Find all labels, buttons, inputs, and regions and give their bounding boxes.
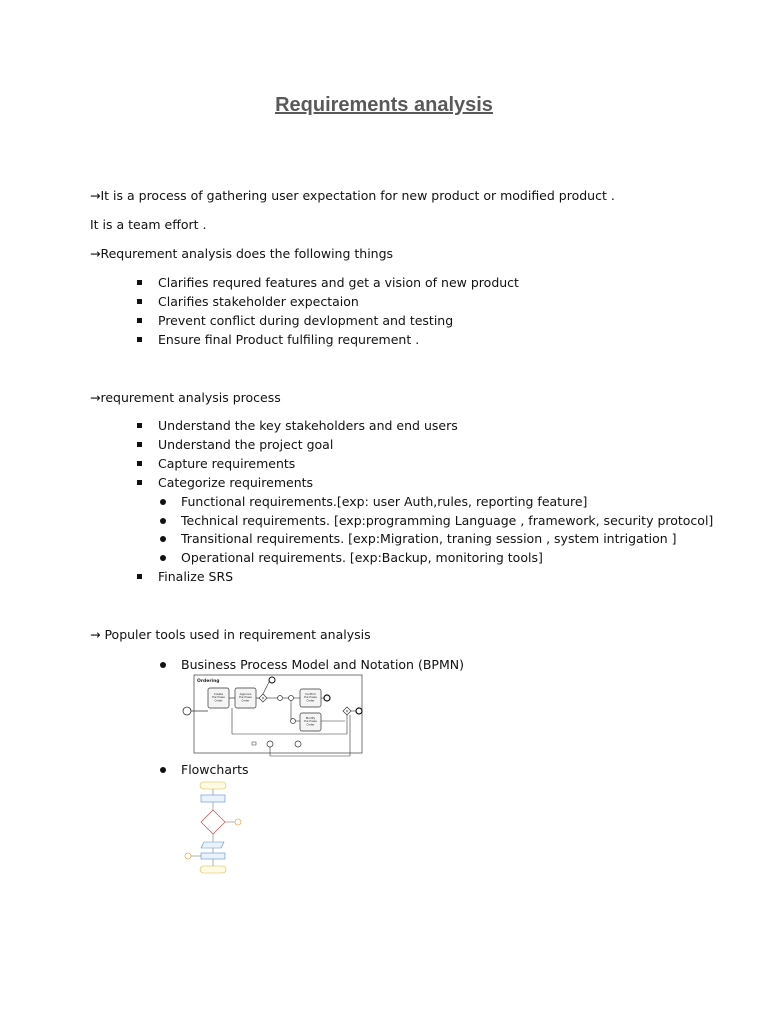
- arrow-icon: →: [90, 246, 101, 261]
- list-item: Ensure final Product fulfiling requrement .: [158, 332, 420, 347]
- list-item: Business Process Model and Notation (BPMN): [181, 657, 464, 672]
- arrow-icon: →: [90, 390, 101, 405]
- list-item: Clarifies stakeholder expectaion: [158, 294, 359, 309]
- flow-end: [200, 866, 226, 873]
- tools-heading: → Populer tools used in requirement analysis: [90, 627, 371, 642]
- svg-text:×: ×: [345, 708, 349, 714]
- svg-text:ApprovePurchaseOrder: Approve Purchase Order: [239, 692, 252, 703]
- end-event: [324, 695, 330, 701]
- intro-line-2: It is a team effort .: [90, 217, 207, 232]
- arrow-icon: →: [90, 627, 101, 642]
- flowchart-diagram: [180, 780, 250, 876]
- flow-decision: [201, 810, 225, 834]
- intro-line-1: →It is a process of gathering user expectation for new product or modified product .: [90, 188, 615, 203]
- list-item: Functional requirements.[exp: user Auth,rules, reporting feature]: [181, 494, 588, 509]
- svg-text:×: ×: [261, 695, 265, 701]
- arrow-icon: →: [90, 188, 101, 203]
- pool-box: [194, 675, 362, 753]
- flow-start: [200, 782, 226, 789]
- list-item: Understand the key stakeholders and end users: [158, 418, 458, 433]
- list-item: Operational requirements. [exp:Backup, monitoring tools]: [181, 550, 543, 565]
- process-heading: →requrement analysis process: [90, 390, 281, 405]
- flow-process: [201, 795, 225, 802]
- svg-text:CreatePurchaseOrder: Create Purchase Order: [212, 692, 225, 703]
- list-item: Transitional requirements. [exp:Migration, traning session , system intrigation ]: [181, 531, 677, 546]
- list-item: Categorize requirements: [158, 475, 314, 490]
- list-item: Capture requirements: [158, 456, 296, 471]
- list-item: Flowcharts: [181, 762, 249, 777]
- list-item: Prevent conflict during devlopment and testing: [158, 313, 454, 328]
- list-item: Understand the project goal: [158, 437, 334, 452]
- list-item: Clarifies requred features and get a vision of new product: [158, 275, 519, 290]
- pool-label: Ordering: [197, 679, 220, 684]
- start-event: [183, 707, 191, 715]
- bpmn-diagram: [180, 674, 370, 762]
- intro-line-3: →Requrement analysis does the following things: [90, 246, 394, 261]
- event-not-approved: [269, 677, 275, 683]
- svg-text:ConfirmPurchaseOrder: Confirm Purchase Order: [304, 692, 317, 703]
- flow-data: [201, 842, 224, 848]
- list-item: Finalize SRS: [158, 569, 234, 584]
- svg-text:ModifyPurchaseOrder: Modify Purchase Order: [304, 716, 317, 727]
- page-title: Requirements analysis: [275, 94, 493, 116]
- list-item: Technical requirements. [exp:programming Language , framework, security protocol]: [181, 513, 714, 528]
